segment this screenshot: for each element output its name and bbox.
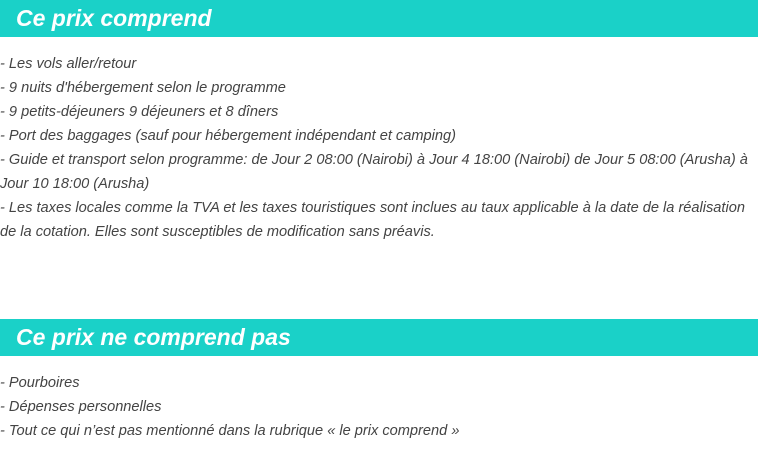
list-item: - Guide et transport selon programme: de Jour 2 08:00 (Nairobi) à Jour 4 18:00 (Nairobi) de Jour 5 08:00 (Arusha) à Jour 10 18:00 (Arusha) [0,152,748,192]
list-item: - Tout ce qui n’est pas mentionné dans la rubrique « le prix comprend » [0,423,460,439]
excluded-items-list [0,371,756,443]
list-item: - Pourboires [0,375,80,391]
list-item: - Dépenses personnelles [0,399,162,415]
list-item: - 9 nuits d'hébergement selon le programme [0,80,286,96]
excluded-section-title: Ce prix ne comprend pas [16,324,291,350]
list-item: - 9 petits-déjeuners 9 déjeuners et 8 dîners [0,104,279,120]
list-item: - Port des baggages (sauf pour hébergement indépendant et camping) [0,128,456,144]
included-section-header [0,0,758,37]
included-section-title: Ce prix comprend [16,5,212,31]
list-item: - Les taxes locales comme la TVA et les taxes touristiques sont inclues au taux applicable à la date de la réalisation de la cotation. Elles sont susceptibles de modification sans préavis. [0,200,745,240]
list-item: - Les vols aller/retour [0,56,137,72]
included-items-list [0,52,756,244]
excluded-section-header [0,319,758,356]
